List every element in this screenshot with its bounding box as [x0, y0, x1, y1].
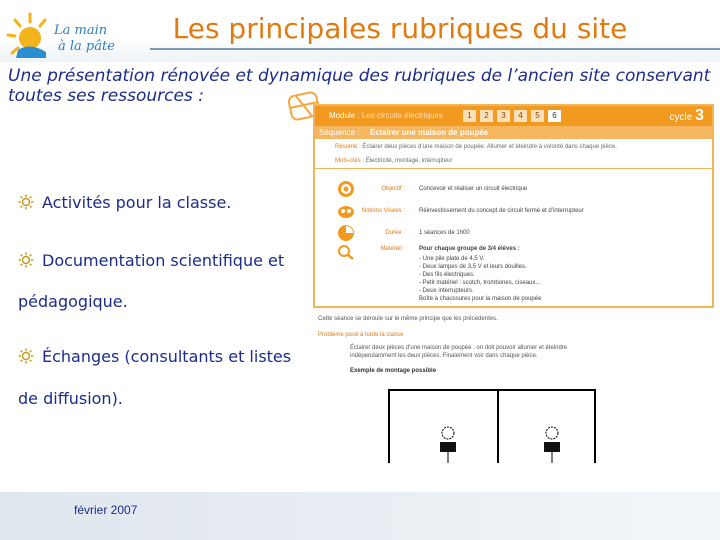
- page-tab-2[interactable]: 2: [480, 110, 493, 122]
- sun-bullet-icon: [18, 252, 34, 268]
- resume-row: Résumé : Éclairer deux pièces d’une maison de poupée. Allumer et éteindre à volonté dans chaque pièce.: [335, 144, 617, 150]
- bullet-documentation-cont: pédagogique.: [18, 292, 128, 311]
- objectif-label: Objectif :: [381, 186, 405, 192]
- example-label: Exemple de montage possible: [350, 368, 437, 374]
- circuit-diagram: [388, 387, 596, 463]
- tools-icon: [337, 242, 355, 260]
- materiel-label: Matériel :: [380, 246, 405, 252]
- slide-subtitle: Une présentation rénovée et dynamique des rubriques de l’ancien site conservant toutes ses ressources :: [8, 66, 711, 106]
- materiel-value: Pour chaque groupe de 3/4 élèves :: [419, 246, 520, 252]
- footer-date: février 2007: [74, 503, 138, 517]
- target-icon: [337, 180, 355, 198]
- lamp-icon: [544, 427, 560, 463]
- objectif-value: Concevoir et réaliser un circuit électrique: [419, 186, 528, 192]
- cycle-label: cycle 3: [669, 107, 704, 124]
- website-screenshot: [313, 104, 714, 308]
- lamp-icon: [440, 427, 456, 463]
- notions-icon: [337, 202, 355, 220]
- slide-title: Les principales rubriques du site: [172, 12, 628, 45]
- page-tab-6[interactable]: 6: [548, 110, 561, 122]
- page-tab-1[interactable]: 1: [463, 110, 476, 122]
- module-label: Module : Les circuits électriques: [329, 111, 443, 120]
- problem-label: Problème posé à toute la classe: [318, 332, 404, 338]
- bullet-echanges: Échanges (consultants et listes: [18, 347, 291, 367]
- page-tab-3[interactable]: 3: [497, 110, 510, 122]
- svg-text:à la pâte: à la pâte: [58, 39, 115, 54]
- duree-label: Durée :: [385, 230, 405, 236]
- keywords-row: Mots-clés : Électricité, montage, interrupteur: [335, 158, 453, 164]
- sun-bullet-icon: [18, 194, 34, 210]
- header-divider: [150, 48, 720, 50]
- svg-text:La main: La main: [54, 23, 108, 38]
- clock-icon: [337, 224, 355, 242]
- bullet-activites: Activités pour la classe.: [18, 193, 231, 213]
- duree-value: 1 séances de 1h00: [419, 230, 470, 236]
- page-tabs: [463, 110, 565, 122]
- problem-text: Éclairer deux pièces d’une maison de poupée : on doit pouvoir allumer et éteindre indépendamment les deux pièces. Finalement voir dans chaque pièce.: [350, 345, 568, 359]
- notions-value: Réinvestissement du concept de circuit fermé et d’interrupteur: [419, 208, 584, 214]
- notions-label: Notions Visées :: [361, 208, 405, 214]
- materials-list: - Une pile plate de 4,5 V. - Deux lampes de 3,5 V et leurs douilles. - Des fils électriques. - Petit matériel : scotch, trombones, ciseaux... - Deux interrupteurs. Boîte à chaussures pour la maison de poupée: [419, 256, 542, 302]
- session-note: Cette séance se déroule sur le même principe que les précédentes.: [318, 316, 498, 322]
- bullet-echanges-cont: de diffusion).: [18, 389, 123, 408]
- divider: [315, 168, 712, 169]
- bullet-documentation: Documentation scientifique et: [18, 251, 284, 271]
- sequence-bar: Séquence : Éclairer une maison de poupée: [315, 126, 712, 139]
- page-tab-4[interactable]: 4: [514, 110, 527, 122]
- sun-bullet-icon: [18, 348, 34, 364]
- module-header: [315, 106, 712, 126]
- page-tab-5[interactable]: 5: [531, 110, 544, 122]
